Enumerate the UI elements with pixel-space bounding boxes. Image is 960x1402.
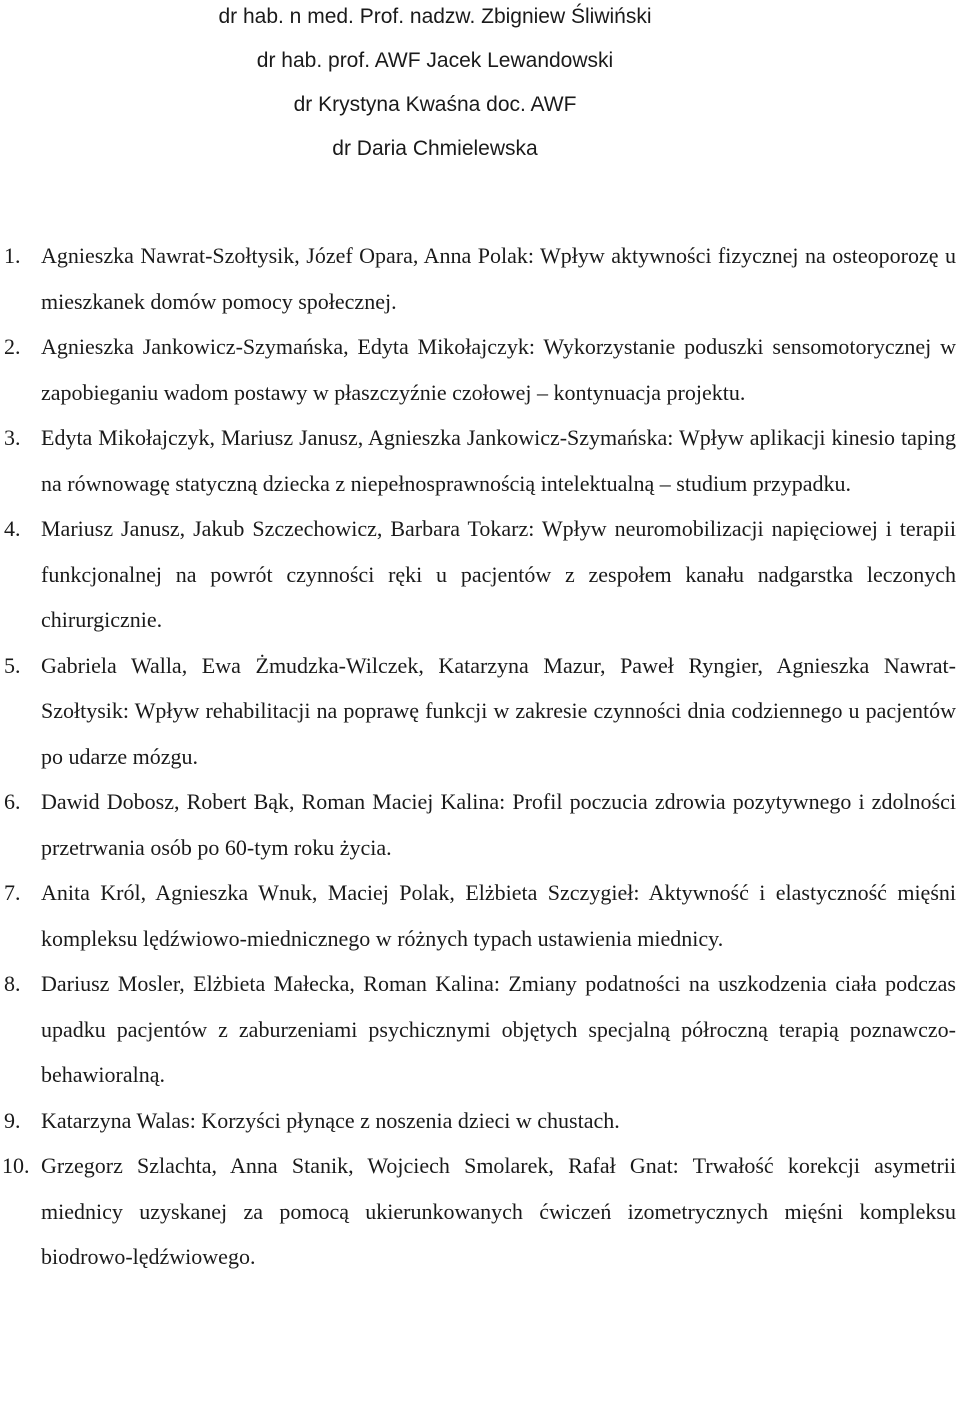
- paper-list: [0, 233, 956, 1280]
- paper-item: [0, 324, 956, 415]
- paper-text: Anita Król, Agnieszka Wnuk, Maciej Polak, Elżbieta Szczygieł: Aktywność i elastyczność mięśni kompleksu lędźwiowo-miednicznego w różnych typach ustawienia miednicy.: [41, 880, 956, 951]
- paper-text: Agnieszka Jankowicz-Szymańska, Edyta Mikołajczyk: Wykorzystanie poduszki sensomotorycznej w zapobieganiu wadom postawy w płaszczyźnie czołowej – kontynuacja projektu.: [41, 334, 956, 405]
- reviewer-name: dr Daria Chmielewska: [332, 137, 538, 160]
- paper-text: Grzegorz Szlachta, Anna Stanik, Wojciech Smolarek, Rafał Gnat: Trwałość korekcji asymetrii miednicy uzyskanej za pomocą ukierunkowanych ćwiczeń izometrycznych mięśni kompleksu biodrowo-lędźwiowego.: [41, 1153, 956, 1269]
- reviewer-name: dr hab. n med. Prof. nadzw. Zbigniew Śliwiński: [218, 5, 652, 28]
- paper-number: 2.: [4, 334, 21, 359]
- paper-number: 9.: [4, 1107, 21, 1133]
- paper-number: 6.: [4, 789, 21, 814]
- paper-item: [0, 233, 956, 324]
- paper-number: 3.: [4, 425, 21, 450]
- reviewer-name: dr hab. prof. AWF Jacek Lewandowski: [256, 49, 614, 72]
- paper-text: Mariusz Janusz, Jakub Szczechowicz, Barbara Tokarz: Wpływ neuromobilizacji napięciowej i terapii funkcjonalnej na powrót czynności ręki u pacjentów z zespołem kanału nadgarstka leczonych chirurgicznie.: [41, 516, 956, 632]
- paper-item: [0, 415, 956, 506]
- reviewer-name: dr Krystyna Kwaśna doc. AWF: [293, 93, 577, 116]
- paper-item: [0, 779, 956, 870]
- paper-number: 10.: [2, 1153, 30, 1178]
- paper-text: Katarzyna Walas: Korzyści płynące z noszenia dzieci w chustach.: [41, 1107, 620, 1133]
- paper-number: 7.: [4, 880, 21, 905]
- paper-item: [0, 961, 956, 1098]
- reviewer-list: [0, 0, 870, 176]
- paper-number: 4.: [4, 516, 21, 541]
- paper-item: [0, 1098, 956, 1144]
- paper-item: [0, 643, 956, 780]
- paper-item: [0, 1143, 956, 1280]
- paper-text: Dawid Dobosz, Robert Bąk, Roman Maciej Kalina: Profil poczucia zdrowia pozytywnego i zdolności przetrwania osób po 60-tym roku życia.: [41, 789, 956, 860]
- paper-number: 1.: [4, 243, 21, 268]
- paper-item: [0, 870, 956, 961]
- paper-text: Agnieszka Nawrat-Szołtysik, Józef Opara, Anna Polak: Wpływ aktywności fizycznej na osteoporozę u mieszkanek domów pomocy społecznej.: [41, 243, 956, 314]
- paper-text: Gabriela Walla, Ewa Żmudzka-Wilczek, Katarzyna Mazur, Paweł Ryngier, Agnieszka Nawrat-Szołtysik: Wpływ rehabilitacji na poprawę funkcji w zakresie czynności dnia codziennego u pacjentów po udarze mózgu.: [41, 652, 956, 769]
- paper-number: 8.: [4, 971, 21, 996]
- paper-text: Dariusz Mosler, Elżbieta Małecka, Roman Kalina: Zmiany podatności na uszkodzenia ciała podczas upadku pacjentów z zaburzeniami psychicznymi objętych specjalną półroczną terapią poznawczo-behawioralną.: [41, 971, 956, 1087]
- paper-text: Edyta Mikołajczyk, Mariusz Janusz, Agnieszka Jankowicz-Szymańska: Wpływ aplikacji kinesio taping na równowagę statyczną dziecka z niepełnosprawnością intelektualną – studium przypadku.: [41, 425, 956, 496]
- paper-number: 5.: [4, 652, 21, 678]
- paper-item: [0, 506, 956, 643]
